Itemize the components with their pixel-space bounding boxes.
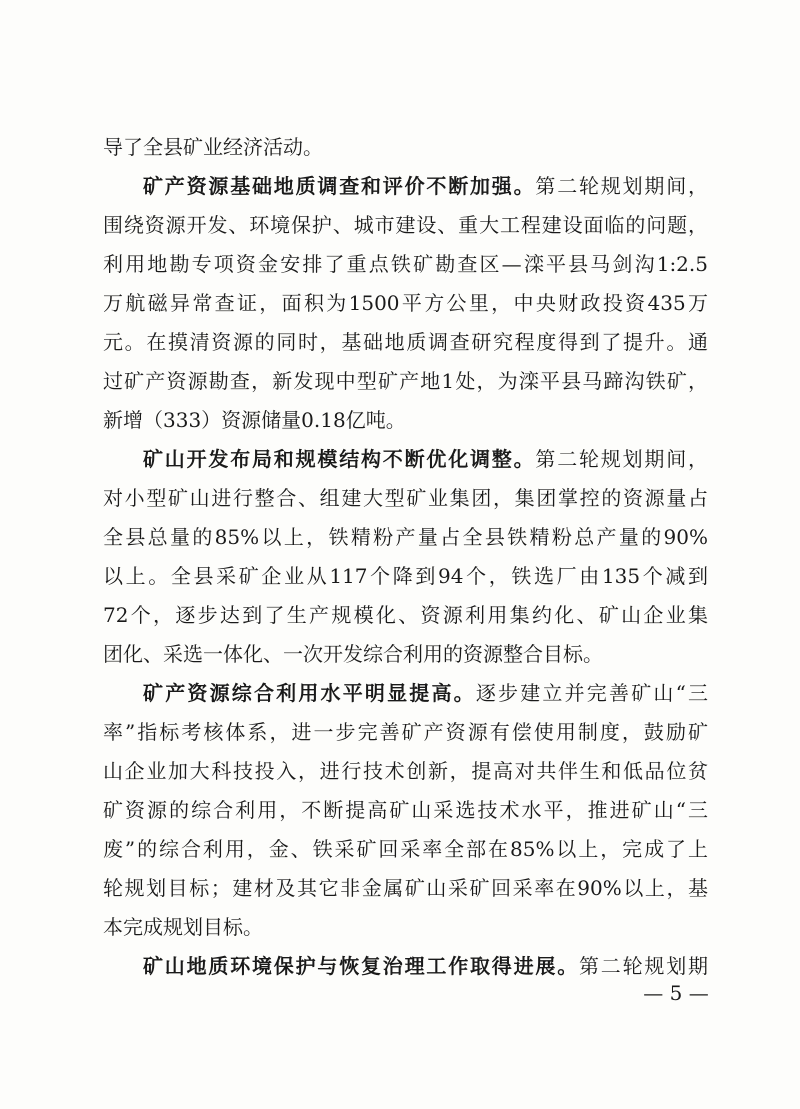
paragraph-line: 元。在摸清资源的同时，基础地质调查研究程度得到了提升。通 — [103, 330, 708, 354]
paragraph-line: 率”指标考核体系，进一步完善矿产资源有偿使用制度，鼓励矿 — [103, 720, 708, 744]
paragraph-line: 72个，逐步达到了生产规模化、资源利用集约化、矿山企业集 — [103, 603, 708, 627]
paragraph-line: 废”的综合利用，金、铁采矿回采率全部在85%以上，完成了上 — [103, 837, 708, 861]
paragraph-first-line — [103, 947, 708, 986]
paragraph-first-line — [103, 440, 708, 479]
paragraph-line: 本完成规划目标。 — [103, 915, 263, 939]
paragraph-line: 全县总量的85%以上，铁精粉产量占全县铁精粉总产量的90% — [103, 525, 708, 549]
paragraph-line: 轮规划目标；建材及其它非金属矿山采矿回采率在90%以上，基 — [103, 876, 708, 900]
paragraph-line: 团化、采选一体化、一次开发综合利用的资源整合目标。 — [103, 642, 603, 666]
paragraph-text: 逐步建立并完善矿山“三 — [475, 681, 708, 705]
paragraph-line: 矿资源的综合利用，不断提高矿山采选技术水平，推进矿山“三 — [103, 798, 708, 822]
paragraph-text: 第二轮规划期间， — [535, 174, 709, 198]
paragraph-line: 过矿产资源勘查，新发现中型矿产地1处，为滦平县马蹄沟铁矿， — [103, 369, 708, 393]
paragraph-line: 围绕资源开发、环境保护、城市建设、重大工程建设面临的问题， — [103, 213, 708, 237]
paragraph-line: 对小型矿山进行整合、组建大型矿业集团，集团掌控的资源量占 — [103, 486, 708, 510]
paragraph-heading: 矿产资源基础地质调查和评价不断加强。 — [143, 174, 536, 198]
paragraph-continuation-line: 导了全县矿业经济活动。 — [103, 135, 323, 159]
paragraph-heading: 矿产资源综合利用水平明显提高。 — [143, 681, 476, 705]
paragraph-text: 第二轮规划期间， — [535, 447, 709, 471]
paragraph-text: 第二轮规划期 — [579, 954, 709, 978]
paragraph-first-line — [103, 674, 708, 713]
paragraph-line: 山企业加大科技投入，进行技术创新，提高对共伴生和低品位贫 — [103, 759, 708, 783]
paragraph-first-line — [103, 167, 708, 206]
paragraph-line: 新增（333）资源储量0.18亿吨。 — [103, 408, 406, 432]
paragraph-heading: 矿山开发布局和规模结构不断优化调整。 — [143, 447, 536, 471]
page-number: — 5 — — [643, 981, 709, 1005]
paragraph-line: 利用地勘专项资金安排了重点铁矿勘查区—滦平县马剑沟1:2.5 — [103, 252, 708, 276]
body-text — [103, 128, 708, 986]
paragraph-line: 以上。全县采矿企业从117个降到94个，铁选厂由135个减到 — [103, 564, 708, 588]
paragraph-line: 万航磁异常查证，面积为1500平方公里，中央财政投资435万 — [103, 291, 708, 315]
paragraph-heading: 矿山地质环境保护与恢复治理工作取得进展。 — [143, 954, 579, 978]
